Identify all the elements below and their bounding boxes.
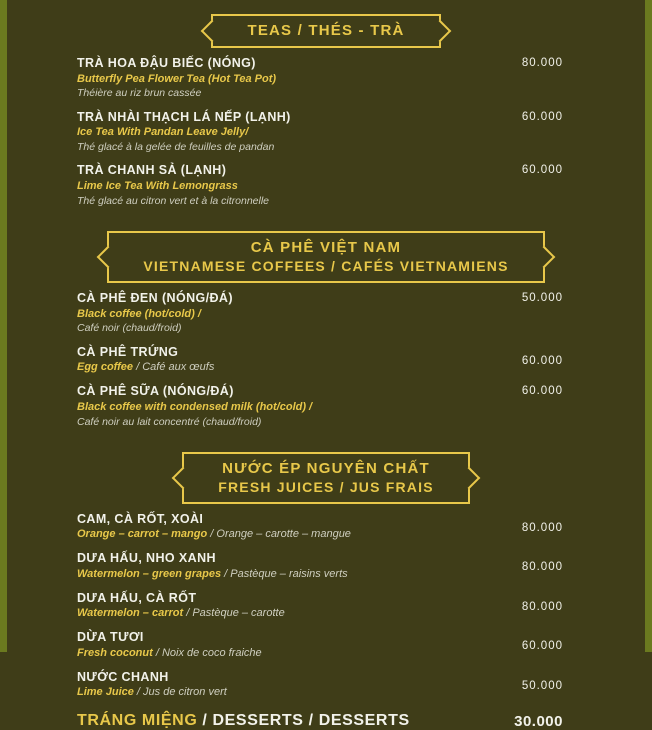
item-name-vi: DƯA HẤU, CÀ RỐT [77,590,197,605]
item-name-en: Butterfly Pea Flower Tea (Hot Tea Pot) [77,72,277,85]
item-name-vi: TRÀ CHANH SẢ (LẠNH) [77,163,227,178]
section-banner-coffee [29,231,623,283]
item-price: 80.000 [521,600,563,613]
item-name-en-main: Orange – carrot – mango [77,528,208,541]
item-name-vi: CÀ PHÊ TRỨNG [77,344,179,359]
item-price: 60.000 [521,640,563,653]
menu-item[interactable] [29,110,623,155]
item-name-fr-inline: / Pastèque – raisins verts [224,567,348,580]
item-name-fr-inline: / Orange – carotte – mangue [210,528,351,541]
item-name-vi: CÀ PHÊ SỮA (NÓNG/ĐÁ) [77,384,234,399]
item-name-vi: NƯỚC CHANH [77,669,169,684]
item-name-en-main: Fresh coconut [77,646,153,659]
menu-item-text [29,630,522,660]
item-name-en [77,646,522,661]
item-name-en [77,360,522,375]
item-name-en-main: Watermelon – green grapes [77,567,222,580]
menu-item[interactable] [29,551,623,581]
item-name-fr-inline: / Café aux œufs [136,361,215,374]
menu-item[interactable] [29,384,623,429]
menu-item[interactable] [29,670,623,700]
item-price: 80.000 [521,57,563,69]
menu-item[interactable] [29,630,623,660]
menu-item[interactable] [29,345,623,375]
item-name-en [77,527,522,542]
item-name-en: Ice Tea With Pandan Leave Jelly/ [77,126,249,139]
menu-item[interactable] [29,591,623,621]
item-price: 60.000 [521,110,563,123]
menu-item-text [29,384,522,429]
menu-item[interactable] [29,163,623,208]
item-name-vi: DỪA TƯƠI [77,630,144,645]
menu-item[interactable] [29,56,623,101]
section-title-coffee-vi: CÀ PHÊ VIỆT NAM [250,238,402,256]
item-name-en [77,567,522,582]
item-name-fr: Café noir (chaud/froid) [77,322,182,335]
item-name-en-main: Watermelon – carrot [77,607,184,620]
menu-item-text [29,591,522,621]
menu-item[interactable] [29,291,623,336]
item-name-fr-inline: / Jus de citron vert [136,686,227,699]
item-price: 50.000 [521,679,563,692]
menu-item-text [29,110,522,155]
item-price: 80.000 [521,521,563,534]
item-name-fr: Théière au riz brun cassée [77,87,202,100]
item-name-en [77,606,522,621]
item-list-juices [29,512,623,700]
item-name-vi: CAM, CÀ RỐT, XOÀI [77,511,204,526]
menu-item-text [29,163,522,208]
item-name-vi: DƯA HẤU, NHO XANH [77,551,216,566]
menu-item-text [29,345,522,375]
menu-item-text [29,291,522,336]
menu-item[interactable] [29,512,623,542]
menu-item-text [29,512,522,542]
menu-content [7,0,645,730]
item-name-fr: Thé glacé au citron vert et à la citronnelle [77,194,270,207]
item-price: 50.000 [521,291,563,304]
dessert-label-rest: / DESSERTS / DESSERTS [197,712,410,730]
menu-item-text [29,670,522,700]
dessert-row[interactable] [29,712,623,730]
section-banner-juices [29,452,623,504]
item-name-fr: Thé glacé à la gelée de feuilles de pandan [77,141,275,154]
item-name-en-main: Lime Juice [77,686,134,699]
item-list-teas [29,56,623,208]
item-price: 60.000 [521,354,563,367]
item-price: 80.000 [521,561,563,574]
menu-item-text [29,56,522,101]
item-name-fr-inline: / Noix de coco fraiche [155,646,262,659]
item-name-fr: Café noir au lait concentré (chaud/froid) [77,415,262,428]
section-title-juices-vi: NƯỚC ÉP NGUYÊN CHẤT [222,459,430,477]
item-name-vi: CÀ PHÊ ĐEN (NÓNG/ĐÁ) [77,290,233,305]
item-name-en: Black coffee with condensed milk (hot/cold) / [77,400,313,413]
item-name-en: Black coffee (hot/cold) / [77,307,201,320]
section-banner-teas [29,14,623,48]
item-name-vi: TRÀ NHÀI THẠCH LÁ NẾP (LẠNH) [77,109,291,124]
dessert-price: 30.000 [514,712,563,730]
menu-item-text [29,551,522,581]
dessert-label-vi: TRÁNG MIỆNG [77,712,198,730]
section-title-teas: TEAS / THÉS - TRÀ [247,22,405,39]
item-name-vi: TRÀ HOA ĐẬU BIẾC (NÓNG) [77,56,256,70]
item-list-coffee [29,291,623,429]
item-name-en [77,685,522,700]
item-name-fr-inline: / Pastèque – carotte [186,607,285,620]
item-name-en: Lime Ice Tea With Lemongrass [77,179,238,192]
dessert-label [77,712,410,730]
item-price: 60.000 [521,164,563,177]
item-name-en-main: Egg coffee [77,361,134,374]
item-price: 60.000 [521,385,563,398]
section-title-juices-en: FRESH JUICES / JUS FRAIS [218,478,434,495]
section-title-coffee-en: VIETNAMESE COFFEES / CAFÉS VIETNAMIENS [143,257,509,274]
